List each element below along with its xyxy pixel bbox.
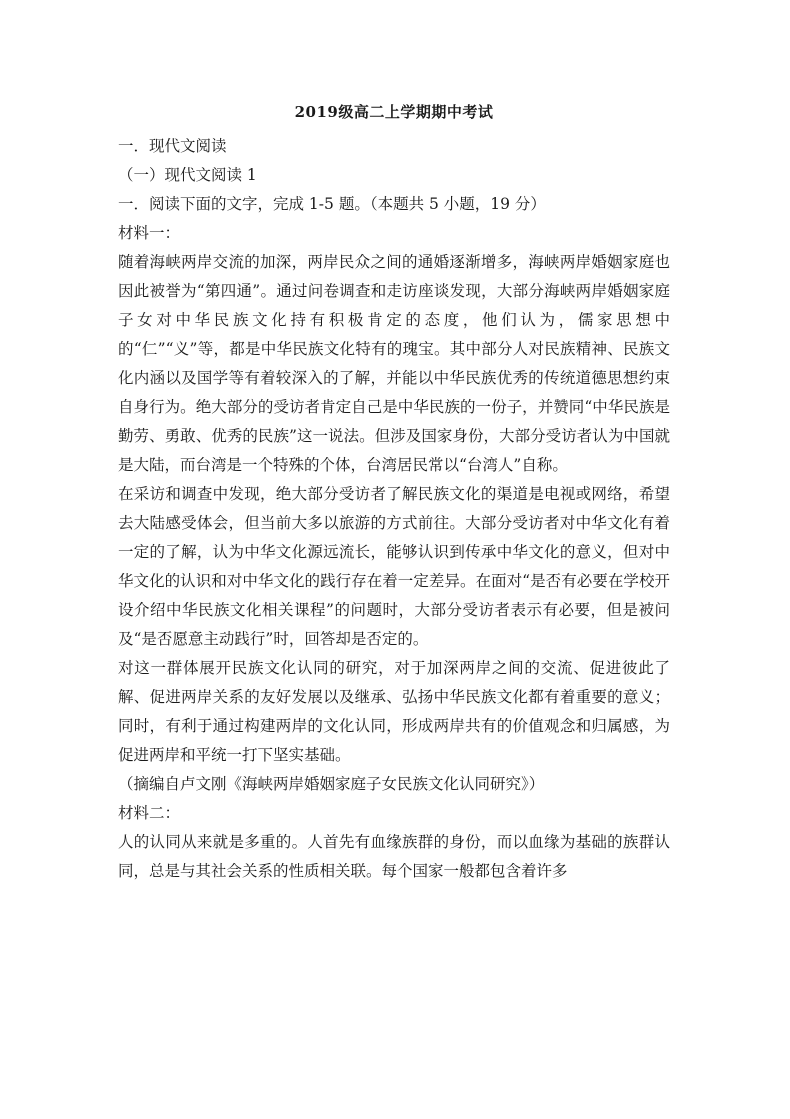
- material1-paragraph-3: 对这一群体展开民族文化认同的研究，对于加深两岸之间的交流、促进彼此了解、促进两岸关系的友好发展以及继承、弘扬中华民族文化都有着重要的意义；同时，有利于通过构建两岸的文化认同，形成两岸共有的价值观念和归属感，为促进两岸和平统一打下坚实基础。: [118, 659, 670, 764]
- section-heading: 一．现代文阅读: [118, 137, 227, 155]
- subsection-heading: （一）现代文阅读 1: [118, 166, 257, 184]
- material1-source: （摘编自卢文刚《海峡两岸婚姻家庭子女民族文化认同研究》）: [118, 775, 545, 793]
- page-title: 2019级高二上学期期中考试: [294, 103, 494, 121]
- question-intro: 一．阅读下面的文字，完成 1-5 题。（本题共 5 小题，19 分）: [118, 195, 546, 213]
- document-page: [118, 96, 670, 886]
- material2-label: 材料二：: [118, 804, 181, 822]
- material1-paragraph-2: 在采访和调查中发现，绝大部分受访者了解民族文化的渠道是电视或网络，希望去大陆感受体会，但当前大多以旅游的方式前往。大部分受访者对中华文化有着一定的了解，认为中华文化源远流长，能够认识到传承中华文化的意义，但对中华文化的认识和对中华文化的践行存在着一定差异。在面对“是否有必要在学校开设介绍中华民族文化相关课程”的问题时，大部分受访者表示有必要，但是被问及“是否愿意主动践行”时，回答却是否定的。: [118, 485, 670, 648]
- material2-paragraph-1: 人的认同从来就是多重的。人首先有血缘族群的身份，而以血缘为基础的族群认同，总是与其社会关系的性质相关联。每个国家一般都包含着许多: [118, 833, 670, 880]
- material1-label: 材料一：: [118, 224, 181, 242]
- material1-paragraph-1: 随着海峡两岸交流的加深，两岸民众之间的通婚逐渐增多，海峡两岸婚姻家庭也因此被誉为“第四通”。通过问卷调查和走访座谈发现，大部分海峡两岸婚姻家庭子女对中华民族文化持有积极肯定的态度，他们认为，儒家思想中的“仁”“义”等，都是中华民族文化特有的瑰宝。其中部分人对民族精神、民族文化内涵以及国学等有着较深入的了解，并能以中华民族优秀的传统道德思想约束自身行为。绝大部分的受访者肯定自己是中华民族的一份子，并赞同“中华民族是勤劳、勇敢、优秀的民族”这一说法。但涉及国家身份，大部分受访者认为中国就是大陆，而台湾是一个特殊的个体，台湾居民常以“台湾人”自称。: [118, 253, 670, 474]
